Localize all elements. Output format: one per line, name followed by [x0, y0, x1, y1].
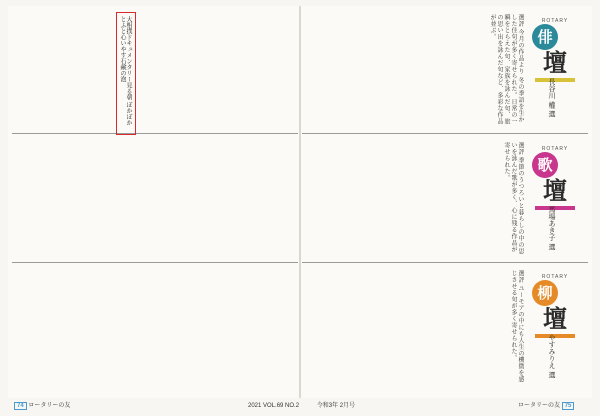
- title-char: 俳: [532, 24, 558, 50]
- editor-credit: 馬場あき子 選: [548, 206, 556, 251]
- title-char: 壇: [543, 304, 567, 333]
- title-char: 柳: [532, 280, 558, 306]
- rotary-badge: ROTARY: [541, 274, 569, 280]
- editor-credit: やすみりえ 選: [548, 334, 556, 379]
- title-char: 壇: [543, 48, 567, 77]
- issue-info: 令和3年 2月号: [316, 403, 356, 409]
- page-number: 74: [14, 402, 27, 410]
- highlighted-verse: [119, 16, 131, 130]
- section-title: [532, 24, 578, 76]
- selection-commentary: 選評 今月の作品より 冬の季語を生かした佳句が多く寄せられた。日常の一瞬をとらえた句、家族を詠んだ句、旅の思い出を詠んだ句など、多彩な作品が並ぶ。: [489, 14, 524, 125]
- footer-center: [248, 400, 355, 409]
- section-title: [532, 152, 578, 204]
- page-number: 75: [562, 402, 575, 410]
- divider: [12, 262, 298, 263]
- divider: [302, 133, 588, 134]
- highlight-line: ぽかぽかとふと心いやす石鹸の泡: [119, 16, 132, 126]
- volume-info: 2021 VOL.69 NO.2: [248, 403, 300, 409]
- kadan-emblem: [532, 146, 578, 210]
- rotary-badge: ROTARY: [541, 18, 569, 24]
- rotary-badge: ROTARY: [541, 146, 569, 152]
- section-title: [532, 280, 578, 332]
- footer-left: [14, 400, 70, 410]
- selection-commentary: 選評 ユーモアの中にも人生の機微を感じさせる句が多く寄せられた。: [510, 270, 524, 383]
- divider: [302, 262, 588, 263]
- selection-commentary: 選評 季節のうつろいと暮らしの中の思いを詠んだ歌が多く、心に残る作品が寄せられた。: [503, 142, 524, 255]
- center-gutter: [299, 6, 301, 398]
- ryudan-emblem: [532, 274, 578, 338]
- magazine-title: ロータリーの友: [28, 403, 71, 409]
- haidan-emblem: [532, 18, 578, 82]
- divider: [12, 133, 298, 134]
- editor-credit: 長谷川 權 選: [548, 78, 556, 118]
- footer-right: [518, 400, 574, 410]
- highlight-line: 大相撲ドキュメンタリー見る朝: [125, 16, 132, 100]
- title-char: 歌: [532, 152, 558, 178]
- title-char: 壇: [543, 176, 567, 205]
- magazine-title: ロータリーの友: [518, 403, 561, 409]
